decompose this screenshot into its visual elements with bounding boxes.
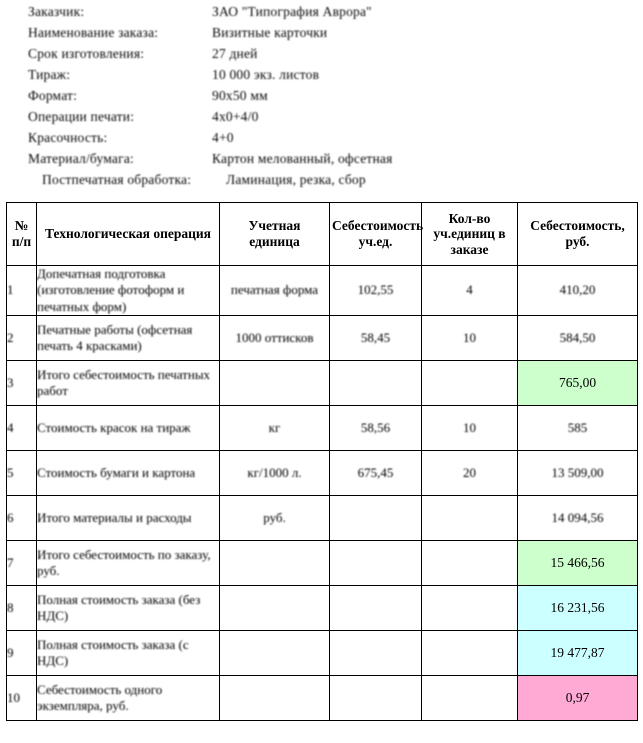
cost-table-container — [6, 202, 637, 721]
header-label: Операции печати: — [28, 109, 135, 124]
table-row — [7, 630, 638, 675]
header-value: ЗАО "Типография Аврора" — [212, 4, 372, 19]
cell-unit — [220, 315, 330, 360]
cell-number-text: 5 — [7, 464, 14, 480]
cell-unit-text: печатная форма — [230, 282, 319, 298]
table-row — [7, 450, 638, 495]
header-value: 27 дней — [212, 46, 258, 61]
cell-unit-cost-text: 58,45 — [360, 329, 391, 345]
cell-unit-cost-text: 675,45 — [357, 464, 394, 480]
header-label: Срок изготовления: — [28, 46, 145, 61]
header-row — [28, 88, 628, 109]
cell-number-text: 1 — [7, 282, 14, 298]
header-label: Формат: — [28, 88, 78, 103]
cell-operation — [37, 315, 220, 360]
cell-number-text: 4 — [7, 419, 14, 435]
cell-total-cost — [518, 630, 638, 675]
table-row — [7, 495, 638, 540]
cell-quantity-text: 4 — [466, 282, 473, 298]
cell-number-text: 10 — [7, 689, 20, 705]
cell-quantity — [422, 360, 518, 405]
header-row — [28, 25, 628, 46]
header-row — [28, 151, 628, 172]
cell-number — [7, 630, 37, 675]
cell-operation-text: Стоимость красок на тираж — [37, 419, 191, 435]
cell-unit-cost — [330, 495, 422, 540]
table-row — [7, 585, 638, 630]
header-label: Материал/бумага: — [28, 151, 134, 166]
cell-number — [7, 266, 37, 316]
cell-total-cost — [518, 540, 638, 585]
column-header-total-cost: Себестоимость, руб. — [518, 203, 638, 266]
cell-quantity — [422, 405, 518, 450]
cell-unit-cost — [330, 405, 422, 450]
cell-operation-text: Стоимость бумаги и картона — [37, 464, 196, 480]
cell-number-text: 9 — [7, 644, 14, 660]
cell-number — [7, 585, 37, 630]
cell-unit-cost — [330, 315, 422, 360]
cell-operation — [37, 630, 220, 675]
cell-operation-text: Допечатная подготовка (изготовление фотоформ и печатных форм) — [37, 266, 185, 314]
cell-total-cost-text: 585 — [567, 419, 588, 435]
cell-number — [7, 405, 37, 450]
cell-total-cost-text: 584,50 — [559, 329, 596, 345]
cell-unit-text: кг/1000 л. — [247, 464, 302, 480]
header-value: 10 000 экз. листов — [212, 67, 320, 82]
cost-table — [6, 202, 638, 721]
cell-operation-text: Итого себестоимость печатных работ — [37, 366, 211, 398]
cell-total-cost — [518, 585, 638, 630]
header-row — [28, 109, 628, 130]
cell-total-cost — [518, 360, 638, 405]
table-row — [7, 675, 638, 720]
cell-unit — [220, 360, 330, 405]
header-label: Постпечатная обработка: — [42, 172, 192, 187]
cell-number — [7, 450, 37, 495]
cell-number — [7, 675, 37, 720]
cost-table-body — [7, 266, 638, 721]
cell-quantity-text: 10 — [463, 419, 476, 435]
cell-operation — [37, 266, 220, 316]
cell-total-cost-text: 765,00 — [558, 374, 597, 390]
cell-unit-cost-text: 102,55 — [357, 282, 394, 298]
cell-unit-cost — [330, 266, 422, 316]
cell-unit — [220, 495, 330, 540]
cell-quantity — [422, 450, 518, 495]
cell-unit-cost — [330, 540, 422, 585]
cell-operation-text: Себестоимость одного экземпляра, руб. — [37, 681, 163, 713]
cell-number-text: 3 — [7, 374, 14, 390]
cell-total-cost — [518, 266, 638, 316]
cell-total-cost — [518, 315, 638, 360]
cell-unit-cost — [330, 360, 422, 405]
cell-unit — [220, 450, 330, 495]
cell-operation — [37, 540, 220, 585]
cell-operation — [37, 495, 220, 540]
cell-operation — [37, 405, 220, 450]
cell-quantity — [422, 495, 518, 540]
cell-unit-cost — [330, 630, 422, 675]
cell-quantity — [422, 630, 518, 675]
column-header-number: № п/п — [7, 203, 37, 266]
table-row — [7, 540, 638, 585]
cell-operation — [37, 450, 220, 495]
header-row — [28, 46, 628, 67]
cell-total-cost — [518, 405, 638, 450]
cell-total-cost-text: 15 466,56 — [550, 554, 605, 570]
cell-total-cost-text: 13 509,00 — [551, 464, 604, 480]
header-value: Визитные карточки — [212, 25, 328, 40]
cell-operation — [37, 360, 220, 405]
header-value: Картон мелованный, офсетная — [212, 151, 393, 166]
header-value: 4х0+4/0 — [212, 109, 259, 124]
header-row — [28, 67, 628, 88]
cell-operation-text: Полная стоимость заказа (с НДС) — [37, 636, 189, 668]
cell-unit-text: руб. — [263, 509, 286, 525]
cell-unit — [220, 630, 330, 675]
header-label: Красочность: — [28, 130, 108, 145]
cell-total-cost-text: 16 231,56 — [550, 599, 605, 615]
table-row — [7, 405, 638, 450]
cell-operation — [37, 675, 220, 720]
cell-unit — [220, 266, 330, 316]
column-header-operation: Технологическая операция — [37, 203, 220, 266]
cell-operation-text: Итого себестоимость по заказу, руб. — [37, 546, 211, 578]
cell-number-text: 7 — [7, 554, 14, 570]
cell-quantity — [422, 585, 518, 630]
cell-quantity — [422, 540, 518, 585]
header-row — [28, 172, 628, 193]
column-header-unit: Учетная единица — [220, 203, 330, 266]
cell-total-cost — [518, 495, 638, 540]
column-header-unit-cost: Себестоимость уч.ед. — [330, 203, 422, 266]
cell-unit — [220, 675, 330, 720]
cell-total-cost — [518, 675, 638, 720]
column-header-quantity: Кол-во уч.единиц в заказе — [422, 203, 518, 266]
cost-table-header — [7, 203, 638, 266]
header-value: 90х50 мм — [212, 88, 268, 103]
header-label: Тираж: — [28, 67, 71, 82]
cell-total-cost-text: 14 094,56 — [551, 509, 604, 525]
cell-quantity — [422, 266, 518, 316]
header-row — [28, 130, 628, 151]
cell-total-cost-text: 410,20 — [559, 282, 596, 298]
cell-unit-cost-text: 58,56 — [360, 419, 391, 435]
cell-operation-text: Полная стоимость заказа (без НДС) — [37, 591, 201, 623]
order-summary-header — [28, 4, 628, 193]
header-value: Ламинация, резка, сбор — [226, 172, 366, 187]
header-row — [28, 4, 628, 25]
cell-unit-cost — [330, 450, 422, 495]
cell-total-cost-text: 19 477,87 — [550, 644, 605, 660]
cell-operation-text: Печатные работы (офсетная печать 4 красками) — [37, 321, 193, 353]
cell-operation — [37, 585, 220, 630]
cell-operation-text: Итого материалы и расходы — [37, 509, 192, 525]
cell-number — [7, 495, 37, 540]
cell-unit-cost — [330, 675, 422, 720]
cell-quantity — [422, 315, 518, 360]
cell-unit-cost — [330, 585, 422, 630]
cell-quantity-text: 10 — [463, 329, 476, 345]
table-row — [7, 315, 638, 360]
cell-total-cost — [518, 450, 638, 495]
cell-number — [7, 360, 37, 405]
table-row — [7, 266, 638, 316]
cell-unit — [220, 585, 330, 630]
table-row — [7, 360, 638, 405]
cell-unit — [220, 405, 330, 450]
cell-number — [7, 540, 37, 585]
cell-unit-text: кг — [268, 419, 281, 435]
header-value: 4+0 — [212, 130, 234, 145]
header-label: Заказчик: — [28, 4, 85, 19]
cell-number-text: 6 — [7, 509, 14, 525]
cell-number-text: 2 — [7, 329, 14, 345]
cell-number — [7, 315, 37, 360]
cell-quantity — [422, 675, 518, 720]
table-header-row — [7, 203, 638, 266]
cell-number-text: 8 — [7, 599, 14, 615]
cell-unit-text: 1000 оттисков — [235, 329, 314, 345]
cell-total-cost-text: 0,97 — [565, 689, 590, 705]
cell-quantity-text: 20 — [463, 464, 476, 480]
cell-unit — [220, 540, 330, 585]
header-label: Наименование заказа: — [28, 25, 159, 40]
